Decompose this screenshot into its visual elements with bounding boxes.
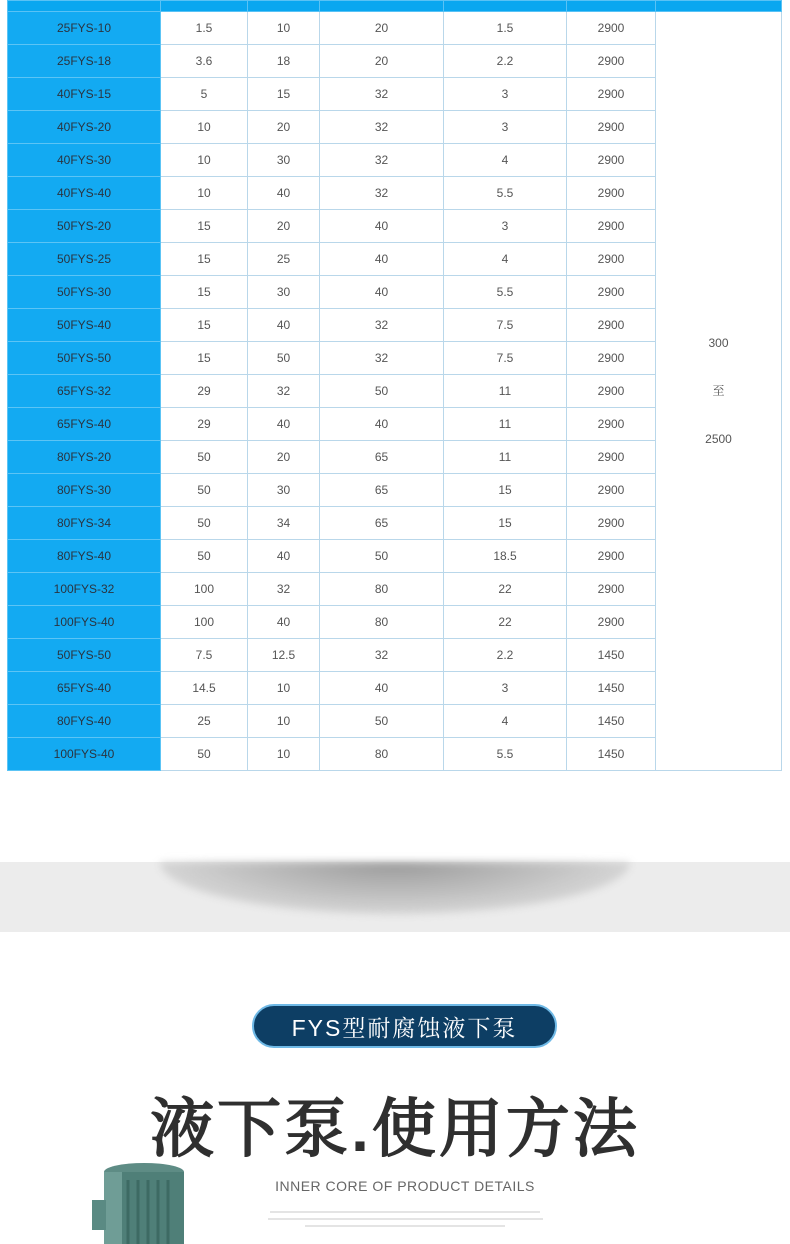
value-cell: 2900 (567, 177, 656, 210)
value-cell: 7.5 (444, 309, 567, 342)
faint-description-lines (265, 1206, 545, 1232)
value-cell: 11 (444, 408, 567, 441)
value-cell: 80 (320, 606, 444, 639)
spec-table-container (7, 0, 781, 765)
model-cell: 50FYS-40 (8, 309, 161, 342)
value-cell: 40 (320, 408, 444, 441)
value-cell: 10 (248, 12, 320, 45)
value-cell: 32 (320, 177, 444, 210)
value-cell: 30 (248, 144, 320, 177)
model-cell: 50FYS-25 (8, 243, 161, 276)
value-cell: 2900 (567, 309, 656, 342)
value-cell: 32 (320, 111, 444, 144)
model-cell: 40FYS-30 (8, 144, 161, 177)
value-cell: 15 (444, 507, 567, 540)
model-cell: 100FYS-32 (8, 573, 161, 606)
value-cell: 2900 (567, 45, 656, 78)
value-cell: 10 (161, 111, 248, 144)
value-cell: 15 (161, 243, 248, 276)
value-cell: 50 (320, 705, 444, 738)
value-cell: 32 (320, 144, 444, 177)
value-cell: 2900 (567, 474, 656, 507)
value-cell: 4 (444, 144, 567, 177)
model-cell: 80FYS-30 (8, 474, 161, 507)
value-cell: 65 (320, 474, 444, 507)
value-cell: 15 (248, 78, 320, 111)
value-cell: 100 (161, 606, 248, 639)
product-pill-badge: FYS型耐腐蚀液下泵 (252, 1004, 557, 1048)
value-cell: 50 (248, 342, 320, 375)
value-cell: 1450 (567, 672, 656, 705)
value-cell: 40 (320, 276, 444, 309)
value-cell: 1450 (567, 738, 656, 771)
value-cell: 2900 (567, 573, 656, 606)
value-cell: 4 (444, 705, 567, 738)
value-cell: 100 (161, 573, 248, 606)
value-cell: 5.5 (444, 276, 567, 309)
value-cell: 1.5 (161, 12, 248, 45)
value-cell: 40 (248, 309, 320, 342)
value-cell: 1450 (567, 705, 656, 738)
spec-table (7, 0, 782, 771)
value-cell: 1.5 (444, 12, 567, 45)
value-cell: 12.5 (248, 639, 320, 672)
range-cell (656, 12, 782, 771)
model-cell: 50FYS-30 (8, 276, 161, 309)
model-cell: 25FYS-18 (8, 45, 161, 78)
value-cell: 22 (444, 606, 567, 639)
value-cell: 50 (161, 474, 248, 507)
model-cell: 50FYS-50 (8, 639, 161, 672)
value-cell: 3.6 (161, 45, 248, 78)
model-cell: 40FYS-15 (8, 78, 161, 111)
value-cell: 18 (248, 45, 320, 78)
value-cell: 80 (320, 738, 444, 771)
value-cell: 29 (161, 408, 248, 441)
model-cell: 80FYS-34 (8, 507, 161, 540)
value-cell: 32 (320, 309, 444, 342)
value-cell: 3 (444, 210, 567, 243)
value-cell: 32 (320, 639, 444, 672)
table-header-strip (8, 1, 782, 12)
value-cell: 34 (248, 507, 320, 540)
value-cell: 2900 (567, 606, 656, 639)
value-cell: 65 (320, 507, 444, 540)
model-cell: 100FYS-40 (8, 738, 161, 771)
pump-motor-icon (92, 1160, 192, 1244)
value-cell: 2900 (567, 375, 656, 408)
value-cell: 32 (248, 375, 320, 408)
model-cell: 65FYS-32 (8, 375, 161, 408)
table-row (8, 12, 782, 45)
value-cell: 25 (161, 705, 248, 738)
value-cell: 3 (444, 78, 567, 111)
model-cell: 40FYS-20 (8, 111, 161, 144)
value-cell: 10 (248, 738, 320, 771)
value-cell: 2900 (567, 540, 656, 573)
value-cell: 40 (248, 540, 320, 573)
section-title: 液下泵.使用方法 (150, 1093, 640, 1165)
value-cell: 20 (248, 210, 320, 243)
model-cell: 80FYS-20 (8, 441, 161, 474)
value-cell: 14.5 (161, 672, 248, 705)
value-cell: 18.5 (444, 540, 567, 573)
value-cell: 25 (248, 243, 320, 276)
value-cell: 40 (320, 243, 444, 276)
model-cell: 80FYS-40 (8, 540, 161, 573)
value-cell: 50 (161, 507, 248, 540)
value-cell: 7.5 (444, 342, 567, 375)
value-cell: 20 (248, 111, 320, 144)
value-cell: 80 (320, 573, 444, 606)
value-cell: 15 (161, 276, 248, 309)
model-cell: 50FYS-50 (8, 342, 161, 375)
model-cell: 65FYS-40 (8, 672, 161, 705)
value-cell: 2900 (567, 210, 656, 243)
range-line3: 2500 (705, 432, 732, 446)
value-cell: 15 (444, 474, 567, 507)
model-cell: 80FYS-40 (8, 705, 161, 738)
model-cell: 40FYS-40 (8, 177, 161, 210)
value-cell: 22 (444, 573, 567, 606)
model-cell: 25FYS-10 (8, 12, 161, 45)
value-cell: 1450 (567, 639, 656, 672)
value-cell: 65 (320, 441, 444, 474)
value-cell: 7.5 (161, 639, 248, 672)
value-cell: 20 (320, 12, 444, 45)
value-cell: 29 (161, 375, 248, 408)
value-cell: 2.2 (444, 45, 567, 78)
spec-table-body (8, 1, 782, 771)
value-cell: 2900 (567, 507, 656, 540)
value-cell: 50 (161, 441, 248, 474)
value-cell: 2900 (567, 144, 656, 177)
model-cell: 50FYS-20 (8, 210, 161, 243)
range-line1: 300 (708, 336, 729, 350)
range-line2: 至 (712, 384, 725, 398)
value-cell: 30 (248, 474, 320, 507)
value-cell: 40 (320, 672, 444, 705)
value-cell: 30 (248, 276, 320, 309)
value-cell: 10 (248, 672, 320, 705)
value-cell: 50 (161, 738, 248, 771)
value-cell: 11 (444, 375, 567, 408)
value-cell: 50 (161, 540, 248, 573)
value-cell: 40 (248, 606, 320, 639)
value-cell: 2900 (567, 342, 656, 375)
value-cell: 2.2 (444, 639, 567, 672)
value-cell: 15 (161, 309, 248, 342)
value-cell: 20 (248, 441, 320, 474)
value-cell: 3 (444, 111, 567, 144)
section-divider-shadow (0, 862, 790, 932)
value-cell: 11 (444, 441, 567, 474)
value-cell: 2900 (567, 441, 656, 474)
value-cell: 5.5 (444, 738, 567, 771)
value-cell: 10 (248, 705, 320, 738)
value-cell: 40 (320, 210, 444, 243)
value-cell: 32 (248, 573, 320, 606)
value-cell: 50 (320, 375, 444, 408)
value-cell: 2900 (567, 276, 656, 309)
value-cell: 15 (161, 342, 248, 375)
value-cell: 40 (248, 177, 320, 210)
value-cell: 10 (161, 177, 248, 210)
value-cell: 32 (320, 342, 444, 375)
value-cell: 2900 (567, 12, 656, 45)
section-subtitle: INNER CORE OF PRODUCT DETAILS (275, 1178, 535, 1194)
value-cell: 32 (320, 78, 444, 111)
value-cell: 4 (444, 243, 567, 276)
value-cell: 3 (444, 672, 567, 705)
value-cell: 5 (161, 78, 248, 111)
value-cell: 50 (320, 540, 444, 573)
model-cell: 65FYS-40 (8, 408, 161, 441)
value-cell: 20 (320, 45, 444, 78)
value-cell: 40 (248, 408, 320, 441)
value-cell: 2900 (567, 78, 656, 111)
value-cell: 2900 (567, 111, 656, 144)
value-cell: 10 (161, 144, 248, 177)
value-cell: 2900 (567, 408, 656, 441)
value-cell: 15 (161, 210, 248, 243)
value-cell: 5.5 (444, 177, 567, 210)
model-cell: 100FYS-40 (8, 606, 161, 639)
value-cell: 2900 (567, 243, 656, 276)
